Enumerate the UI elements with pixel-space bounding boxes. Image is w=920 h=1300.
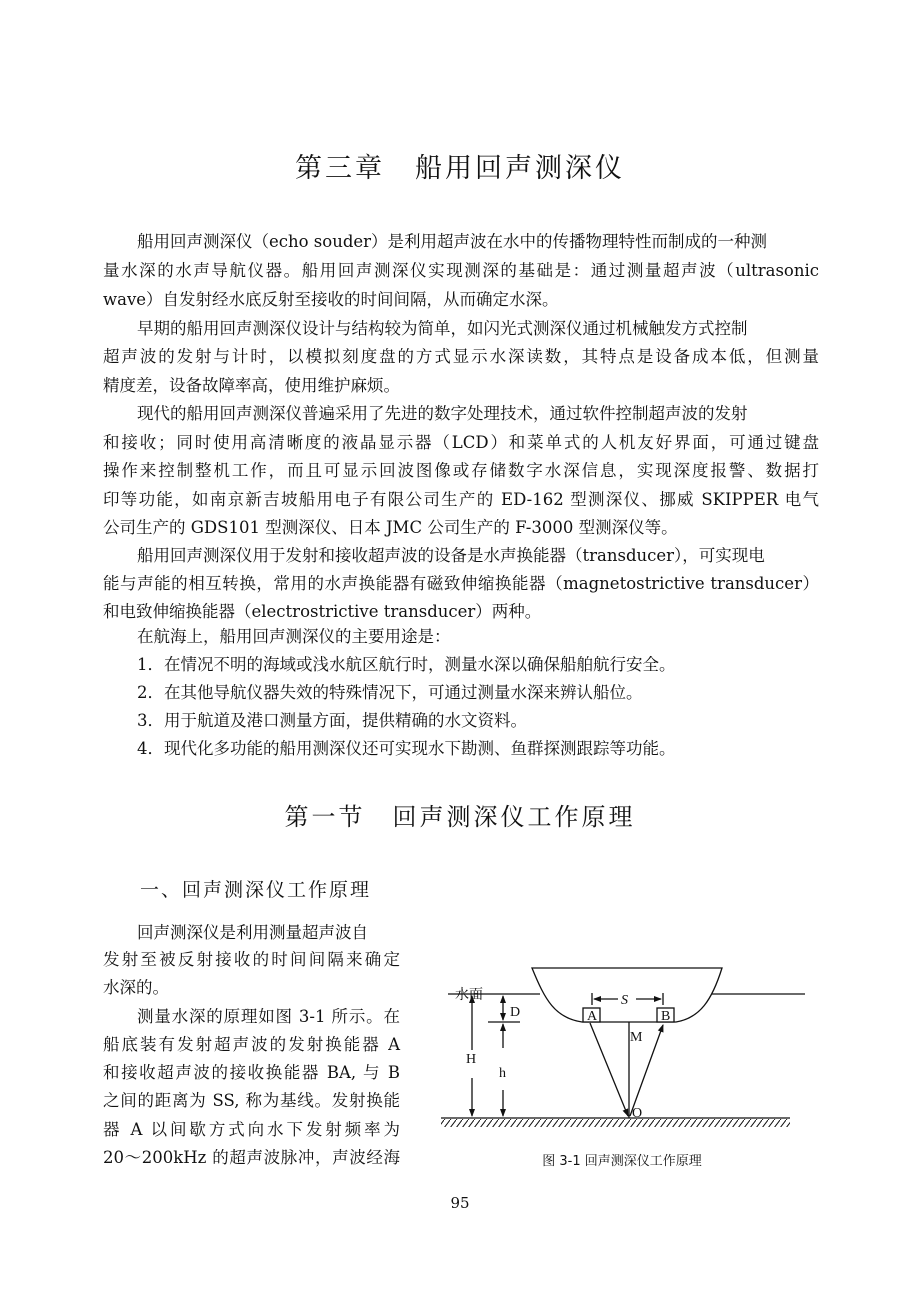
body-line: 在航海上，船用回声测深仪的主要用途是：: [137, 627, 451, 646]
h-label: h: [499, 1066, 506, 1081]
D-label: D: [510, 1005, 521, 1020]
body-line: 水深的。: [103, 978, 169, 997]
body-line: 之间的距离为 SS, 称为基线。发射换能: [103, 1091, 400, 1110]
body-line: 船用回声测深仪用于发射和接收超声波的设备是水声换能器（transducer），可实现电: [137, 546, 765, 565]
body-line: 测量水深的原理如图 3-1 所示。在: [137, 1007, 400, 1026]
body-line: 现代的船用回声测深仪普遍采用了先进的数字处理技术，通过软件控制超声波的发射: [137, 404, 748, 423]
subsection-title: 一、回声测深仪工作原理: [140, 879, 372, 901]
O-label: O: [632, 1106, 643, 1121]
list-item: 4．现代化多功能的船用测深仪还可实现水下勘测、鱼群探测跟踪等功能。: [137, 739, 676, 758]
figure-caption: 图 3-1 回声测深仪工作原理: [542, 1154, 702, 1169]
body-line: wave）自发射经水底反射至接收的时间间隔，从而确定水深。: [103, 290, 559, 309]
M-label: M: [630, 1030, 643, 1045]
B-label: B: [661, 1009, 671, 1024]
body-line: 印等功能，如南京新吉坡船用电子有限公司生产的 ED-162 型测深仪、挪威 SKIPPER 电气: [103, 490, 819, 509]
list-item: 3．用于航道及港口测量方面，提供精确的水文资料。: [137, 711, 527, 730]
body-line: 船底装有发射超声波的发射换能器 A: [103, 1035, 400, 1054]
body-line: 20～200kHz 的超声波脉冲，声波经海: [103, 1148, 400, 1167]
body-line: 超声波的发射与计时，以模拟刻度盘的方式显示水深读数，其特点是设备成本低，但测量: [103, 347, 819, 366]
body-line: 和接收；同时使用高清晰度的液晶显示器（LCD）和菜单式的人机友好界面，可通过键盘: [103, 433, 819, 452]
chapter-title: 第三章 船用回声测深仪: [295, 153, 625, 184]
body-line: 量水深的水声导航仪器。船用回声测深仪实现测深的基础是：通过测量超声波（ultrasonic: [103, 261, 819, 280]
S-label: S: [621, 993, 628, 1008]
H-label: H: [466, 1052, 477, 1067]
body-line: 器 A 以间歇方式向水下发射频率为: [103, 1120, 400, 1139]
body-line: 操作来控制整机工作，而且可显示回波图像或存储数字水深信息，实现深度报警、数据打: [103, 461, 819, 480]
list-item: 1．在情况不明的海域或浅水航区航行时，测量水深以确保船舶航行安全。: [137, 655, 676, 674]
body-line: 和接收超声波的接收换能器 BA, 与 B: [103, 1063, 400, 1082]
body-line: 发射至被反射接收的时间间隔来确定: [103, 950, 400, 969]
body-line: 船用回声测深仪（echo souder）是利用超声波在水中的传播物理特性而制成的一种测: [137, 232, 768, 251]
page-number: 95: [450, 1194, 470, 1212]
list-item: 2．在其他导航仪器失效的特殊情况下，可通过测量水深来辨认船位。: [137, 683, 643, 702]
A-label: A: [587, 1009, 598, 1024]
body-line: 回声测深仪是利用测量超声波自: [137, 923, 368, 942]
water-surface-label: 水面: [455, 988, 483, 1003]
ray-A-O: [590, 1023, 628, 1116]
body-line: 精度差，设备故障率高，使用维护麻烦。: [103, 376, 400, 395]
body-line: 能与声能的相互转换，常用的水声换能器有磁致伸缩换能器（magnetostrictive transducer）: [103, 574, 819, 593]
body-line: 公司生产的 GDS101 型测深仪、日本 JMC 公司生产的 F-3000 型测深仪等。: [103, 518, 678, 537]
body-line: 和电致伸缩换能器（electrostrictive transducer）两种。: [103, 602, 542, 621]
body-line: 早期的船用回声测深仪设计与结构较为简单，如闪光式测深仪通过机械触发方式控制: [137, 319, 748, 338]
section-title: 第一节 回声测深仪工作原理: [284, 803, 636, 831]
